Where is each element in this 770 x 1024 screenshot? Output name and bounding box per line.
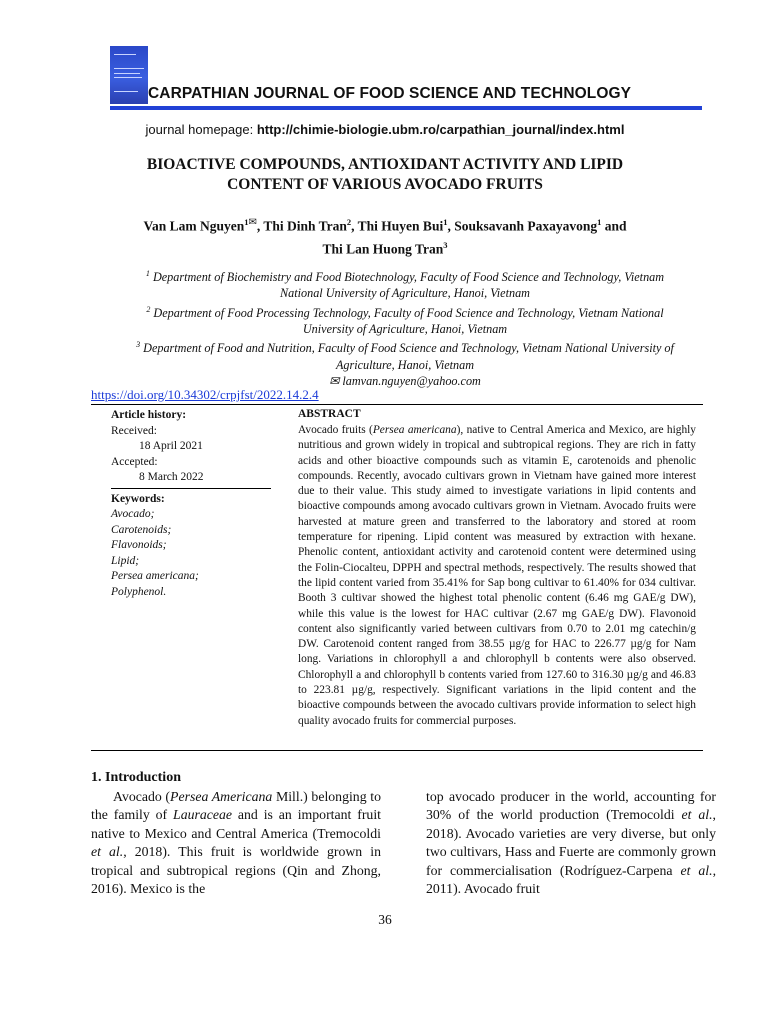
author-4: , Souksavanh Paxayavong — [447, 218, 598, 234]
article-info — [111, 408, 271, 600]
authors-tail: and — [601, 218, 627, 234]
info-bottom-rule — [91, 750, 703, 751]
keyword-item: Carotenoids; — [111, 523, 172, 536]
homepage-label: journal homepage: — [145, 122, 257, 137]
accepted-label: Accepted: — [111, 455, 158, 468]
intro-text: , 2018). Avocado varieties are very diverse, but only two cultivars, Hass and Fuerte are commonly grown for commercialisation (Rodríguez-Carpena — [426, 807, 716, 878]
abstract-text-start: Avocado fruits ( — [298, 424, 373, 436]
email-address[interactable]: lamvan.nguyen@yahoo.com — [339, 373, 481, 388]
keyword-item: Flavonoids; — [111, 539, 167, 551]
intro-text: top avocado producer in the world, accounting for 30% of the world production (Tremocoldi — [426, 789, 716, 823]
abstract-heading: ABSTRACT — [298, 408, 361, 420]
keywords — [111, 492, 271, 601]
affiliation-2-num: 2 — [146, 304, 151, 314]
info-top-rule — [91, 404, 703, 405]
author-2-affil: 2 — [346, 217, 352, 227]
author-2: , Thi Dinh Tran — [256, 218, 347, 234]
authors-line-2 — [70, 236, 700, 259]
abstract-text-rest: ), native to Central America and Mexico, are highly nutritious and grown widely in tropical and subtropical regions. They are rich in fatty acids and other bioactive compounds such as vitamin E, carotenoids and phenolic compounds. Recently, avocado cultivars grown in Vietnam have gained more interest due to their value. This study aimed to investigate variations in lipid contents and bioactive compounds among avocado cultivars grown in Vietnam. Avocado fruits were harvested at mature green and transferred to the laboratory and stored at room temperature for ripening. Lipid content was measured by extraction with hexane. Phenolic content, antioxidant activity and carotenoid content were determined using the Folin-Ciocalteu, DPPH and spectral methods, respectively. The results showed that the lipid content varied from 35.41% for Sap bong cultivar to 61.40% for 034 cultivar. Booth 3 cultivar showed the highest total phenolic content (6.46 mg GAE/g DW), while this value is the lowest for HAC cultivar (2.67 mg GAE/g DW). Flavonoid content also significantly varied between cultivars from 0.70 to 2.01 mg catechin/g DW. Carotenoid content ranged from 38.55 µg/g for HAC to 226.77 µg/g for Nam long. Variations in chlorophyll a and chlorophyll b contents were also observed. Chlorophyll a and chlorophyll b contents varied from 127.60 to 316.30 µg/g and 46.83 to 223.81 µg/g, respectively. Significant variations in the lipid content and the bioactive compounds between the avocado cultivars provide information to select high quality avocado fruits for commercial purposes. — [298, 424, 697, 727]
intro-left-column — [91, 788, 381, 898]
affiliations — [92, 266, 718, 389]
title-line-1: BIOACTIVE COMPOUNDS, ANTIOXIDANT ACTIVITY AND LIPID — [146, 156, 624, 173]
affiliation-1-num: 1 — [145, 269, 150, 278]
journal-homepage — [0, 122, 770, 137]
keywords-heading: Keywords: — [111, 492, 165, 505]
author-5-affil: 3 — [443, 239, 448, 250]
author-list — [70, 213, 700, 258]
affiliation-2-line-2: University of Agriculture, Hanoi, Vietnam — [302, 322, 508, 337]
keyword-item: Persea americana; — [111, 570, 199, 582]
author-4-affil: 1 — [597, 217, 602, 227]
author-1: Van Lam Nguyen — [143, 218, 245, 234]
abstract-body — [298, 423, 696, 729]
article-title — [80, 155, 690, 195]
affiliation-2-text: Department of Food Processing Technology, Faculty of Food Science and Technology, Vietnam National — [150, 305, 664, 320]
intro-italic: Lauraceae — [173, 807, 233, 823]
author-1-affil: 1 — [244, 217, 249, 227]
journal-logo — [110, 46, 148, 104]
intro-italic: et al. — [681, 807, 713, 823]
page-number: 36 — [378, 912, 392, 927]
received-label: Received: — [111, 424, 157, 437]
history-rule — [111, 488, 271, 489]
affiliation-1-line-2: National University of Agriculture, Hanoi, Vietnam — [280, 286, 530, 301]
affiliation-3-line-1 — [80, 337, 730, 356]
affiliation-1-text: Department of Biochemistry and Food Biotechnology, Faculty of Food Science and Technology, Vietnam — [149, 270, 665, 285]
intro-text: Mill.) belonging to the family of — [91, 789, 381, 823]
keyword-item: Avocado; — [111, 508, 155, 520]
introduction-heading: 1. Introduction — [91, 770, 181, 785]
affiliation-2-line-1 — [92, 302, 718, 321]
mail-icon: ✉ — [329, 373, 340, 388]
intro-text: and is an important fruit native to Mexico and Central America (Tremocoldi — [91, 807, 381, 841]
author-3: , Thi Huyen Bui — [351, 218, 444, 234]
affiliation-3-num: 3 — [136, 340, 141, 350]
intro-italic: Persea Americana — [170, 789, 273, 804]
abstract-species: Persea americana — [372, 424, 457, 436]
homepage-url[interactable]: http://chimie-biologie.ubm.ro/carpathian_journal/index.html — [256, 122, 625, 137]
history-heading: Article history: — [111, 409, 187, 421]
intro-text: , 2011). Avocado fruit — [426, 862, 717, 897]
keyword-item: Polyphenol. — [111, 585, 167, 598]
keyword-item: Lipid; — [111, 554, 140, 567]
mail-icon: ✉ — [248, 217, 257, 228]
journal-title: CARPATHIAN JOURNAL OF FOOD SCIENCE AND TECHNOLOGY — [148, 85, 632, 102]
author-3-affil: 1 — [443, 217, 448, 227]
authors-line-1 — [70, 213, 700, 236]
affiliation-1-line-1 — [92, 266, 718, 285]
affiliation-3-line-2: Agriculture, Hanoi, Vietnam — [335, 357, 475, 372]
title-line-2: CONTENT OF VARIOUS AVOCADO FRUITS — [227, 176, 543, 193]
header-rule — [110, 106, 702, 110]
intro-text: Avocado ( — [113, 789, 171, 804]
affiliation-3-text: Department of Food and Nutrition, Faculty of Food Science and Technology, Vietnam National University of — [140, 341, 674, 356]
author-5: Thi Lan Huong Tran — [322, 241, 444, 256]
doi-link[interactable]: https://doi.org/10.34302/crpjfst/2022.14.2.4 — [91, 387, 319, 402]
accepted-date: 8 March 2022 — [139, 471, 204, 483]
intro-right-column — [426, 788, 716, 898]
intro-italic: et al. — [91, 844, 124, 860]
received-date: 18 April 2021 — [139, 440, 203, 452]
intro-text: , 2018). This fruit is worldwide grown in tropical and subtropical regions (Qin and Zhong, 2016). Mexico is the — [91, 844, 381, 897]
intro-italic: et al. — [680, 862, 713, 878]
